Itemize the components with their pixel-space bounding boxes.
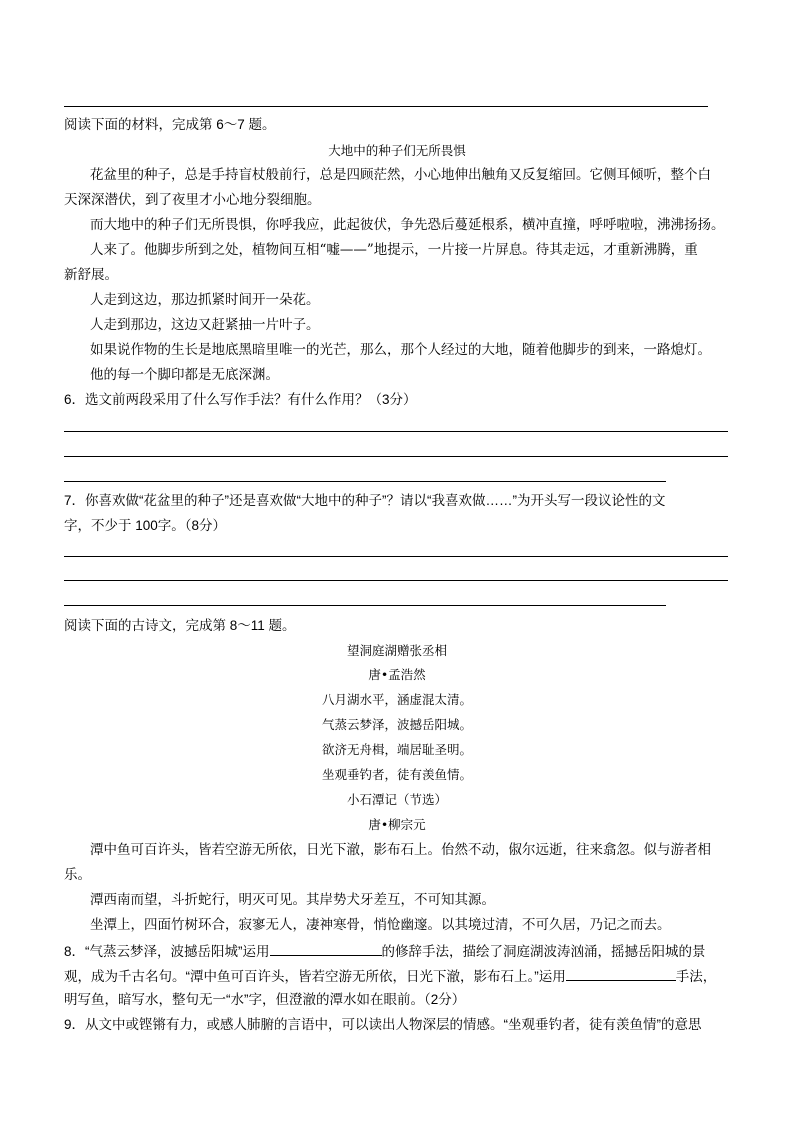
question-7-line1: 7．你喜欢做“花盆里的种子”还是喜欢做“大地中的种子”？请以“我喜欢做……”为开头写一段议论性的文 [64,493,666,508]
question-6: 6．选文前两段采用了什么写作手法？有什么作用？（3分） [64,392,417,407]
prose-line: 坐潭上，四面竹树环合，寂寥无人，凄神寒骨，悄怆幽邃。以其境过清，不可久居，乃记之而去。 [90,917,671,933]
question-8-text: 8．“气蒸云梦泽，波撼岳阳城”运用 [64,944,270,959]
question-8-line3: 明写鱼，暗写水，整句无一“水”字，但澄澈的潭水如在眼前。（2分） [64,992,466,1007]
passage-paragraph: 花盆里的种子，总是手持盲杖般前行，总是四顾茫然，小心地伸出触角又反复缩回。它侧耳倾听，整个白 [90,167,711,183]
passage-paragraph: 他的每一个脚印都是无底深渊。 [90,367,279,383]
poem-line: 坐观垂钓者，徒有羡鱼情。 [321,767,472,782]
question-7-line2: 字，不少于 100字。（8分） [64,518,227,533]
prose-title: 小石潭记（节选） [346,792,447,807]
prose-line: 乐。 [64,867,91,883]
poem-author: 唐•孟浩然 [368,667,426,682]
prose-author: 唐•柳宗元 [368,817,426,832]
poem-line: 欲济无舟楫，端居耻圣明。 [321,742,472,757]
question-8-text: 观，成为千古名句。“潭中鱼可百许头，皆若空游无所依，日光下澈，影布石上。”运用 [64,969,566,984]
passage-paragraph: 人走到这边，那边抓紧时间开一朵花。 [90,292,320,308]
fill-blank[interactable] [566,966,676,981]
poem-title: 望洞庭湖赠张丞相 [346,643,447,658]
answer-line [64,580,728,581]
passage-paragraph: 新舒展。 [64,267,118,283]
passage-title: 大地中的种子们无所畏惧 [328,143,466,158]
passage-paragraph: 如果说作物的生长是地底黑暗里唯一的光芒，那么，那个人经过的大地，随着他脚步的到来，一路熄灯。 [90,342,711,358]
answer-line [64,431,728,432]
answer-line [64,605,666,606]
section2-intro: 阅读下面的古诗文，完成第 8～11 题。 [64,618,296,633]
passage-paragraph: 而大地中的种子们无所畏惧，你呼我应，此起彼伏，争先恐后蔓延根系，横冲直撞，呼呼啦啦，沸沸扬扬。 [90,217,725,233]
question-8-line2 [64,966,716,986]
poem-line: 八月湖水平，涵虚混太清。 [321,692,472,707]
section1-intro: 阅读下面的材料，完成第 6～7 题。 [64,117,276,132]
top-divider [64,106,708,107]
poem-line: 气蒸云梦泽，波撼岳阳城。 [321,717,472,732]
fill-blank[interactable] [270,941,382,956]
answer-line [64,556,728,557]
question-8-text: 的修辞手法，描绘了洞庭湖波涛汹涌，摇撼岳阳城的景 [381,944,706,959]
answer-line [64,481,666,482]
question-8-text: 手法， [675,969,717,984]
prose-line: 潭西南而望，斗折蛇行，明灭可见。其岸势犬牙差互，不可知其源。 [90,892,495,908]
prose-line: 潭中鱼可百许头，皆若空游无所依，日光下澈，影布石上。佁然不动，俶尔远逝，往来翕忽。似与游者相 [90,842,711,858]
question-9: 9．从文中或铿锵有力，或感人肺腑的言语中，可以读出人物深层的情感。“坐观垂钓者，徒有羡鱼情”的意思 [64,1017,702,1032]
passage-paragraph: 人来了。他脚步所到之处，植物间互相“嘘——”地提示，一片接一片屏息。待其走远，才重新沸腾，重 [90,242,698,258]
answer-line [64,456,728,457]
question-8-line1 [64,941,706,961]
passage-paragraph: 天深深潜伏，到了夜里才小心地分裂细胞。 [64,192,321,208]
passage-paragraph: 人走到那边，这边又赶紧抽一片叶子。 [90,317,320,333]
